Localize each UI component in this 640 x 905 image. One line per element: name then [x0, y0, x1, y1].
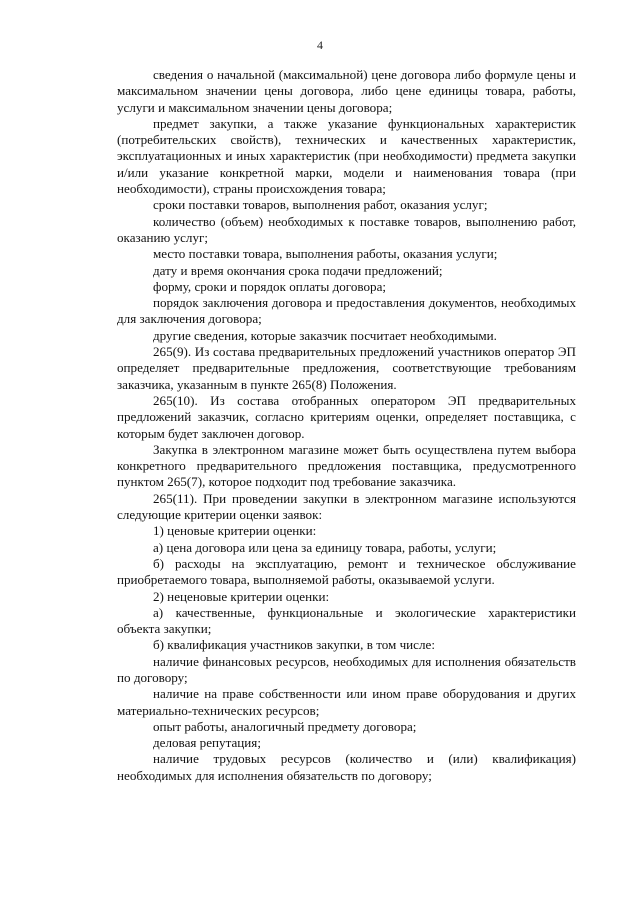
paragraph: сведения о начальной (максимальной) цене договора либо формуле цены и максимальном значении цены договора, либо цене единицы товара, работы, услуги и максимальном значении цены договора; [117, 67, 576, 115]
paragraph: наличие финансовых ресурсов, необходимых для исполнения обязательств по договору; [117, 653, 576, 685]
paragraph: 2) неценовые критерии оценки: [153, 588, 330, 604]
paragraph: количество (объем) необходимых к поставке товаров, выполнению работ, оказанию услуг; [117, 213, 576, 245]
paragraph: дату и время окончания срока подачи предложений; [153, 262, 443, 278]
paragraph: деловая репутация; [153, 735, 261, 751]
paragraph: б) расходы на эксплуатацию, ремонт и техническое обслуживание приобретаемого товара, выполняемой работы, оказываемой услуги. [117, 555, 576, 588]
paragraph: 265(11). При проведении закупки в электронном магазине используются следующие критерии оценки заявок: [117, 490, 576, 523]
paragraph: место поставки товара, выполнения работы, оказания услуги; [153, 246, 498, 262]
paragraph: 1) ценовые критерии оценки: [153, 523, 317, 539]
paragraph: другие сведения, которые заказчик посчитает необходимыми. [153, 327, 497, 343]
paragraph: опыт работы, аналогичный предмету договора; [153, 718, 417, 734]
paragraph: Закупка в электронном магазине может быть осуществлена путем выбора конкретного предварительного предложения поставщика, предусмотренного пунктом 265(7), которое подходит под требование заказчика. [117, 441, 576, 490]
paragraph: порядок заключения договора и предоставления документов, необходимых для заключения договора; [117, 295, 576, 327]
paragraph: наличие трудовых ресурсов (количество и (или) квалификация) необходимых для исполнения обязательств по договору; [117, 751, 576, 783]
paragraph: наличие на праве собственности или ином праве оборудования и других материально-технических ресурсов; [117, 686, 576, 718]
paragraph: предмет закупки, а также указание функциональных характеристик (потребительских свойств), технических и качественных характеристик, эксплуатационных и иных характеристик (при необходимости) предмета закупки и/или указание конкретной марки, модели и наименования товара (при необходимости), страны происхождения товара; [117, 115, 576, 197]
document-body [117, 67, 576, 784]
paragraph: б) квалификация участников закупки, в том числе: [153, 637, 435, 653]
paragraph: 265(9). Из состава предварительных предложений участников оператор ЭП определяет предварительные предложения, соответствующие требованиям заказчика, указанным в пункте 265(8) Положения. [117, 344, 576, 392]
paragraph: а) цена договора или цена за единицу товара, работы, услуги; [153, 539, 497, 555]
paragraph: форму, сроки и порядок оплаты договора; [153, 278, 387, 294]
paragraph: сроки поставки товаров, выполнения работ, оказания услуг; [153, 197, 488, 213]
paragraph: а) качественные, функциональные и экологические характеристики объекта закупки; [117, 604, 576, 637]
paragraph: 265(10). Из состава отобранных оператором ЭП предварительных предложений заказчик, согласно критериям оценки, определяет поставщика, с которым будет заключен договор. [117, 392, 576, 441]
page-number: 4 [317, 38, 323, 52]
